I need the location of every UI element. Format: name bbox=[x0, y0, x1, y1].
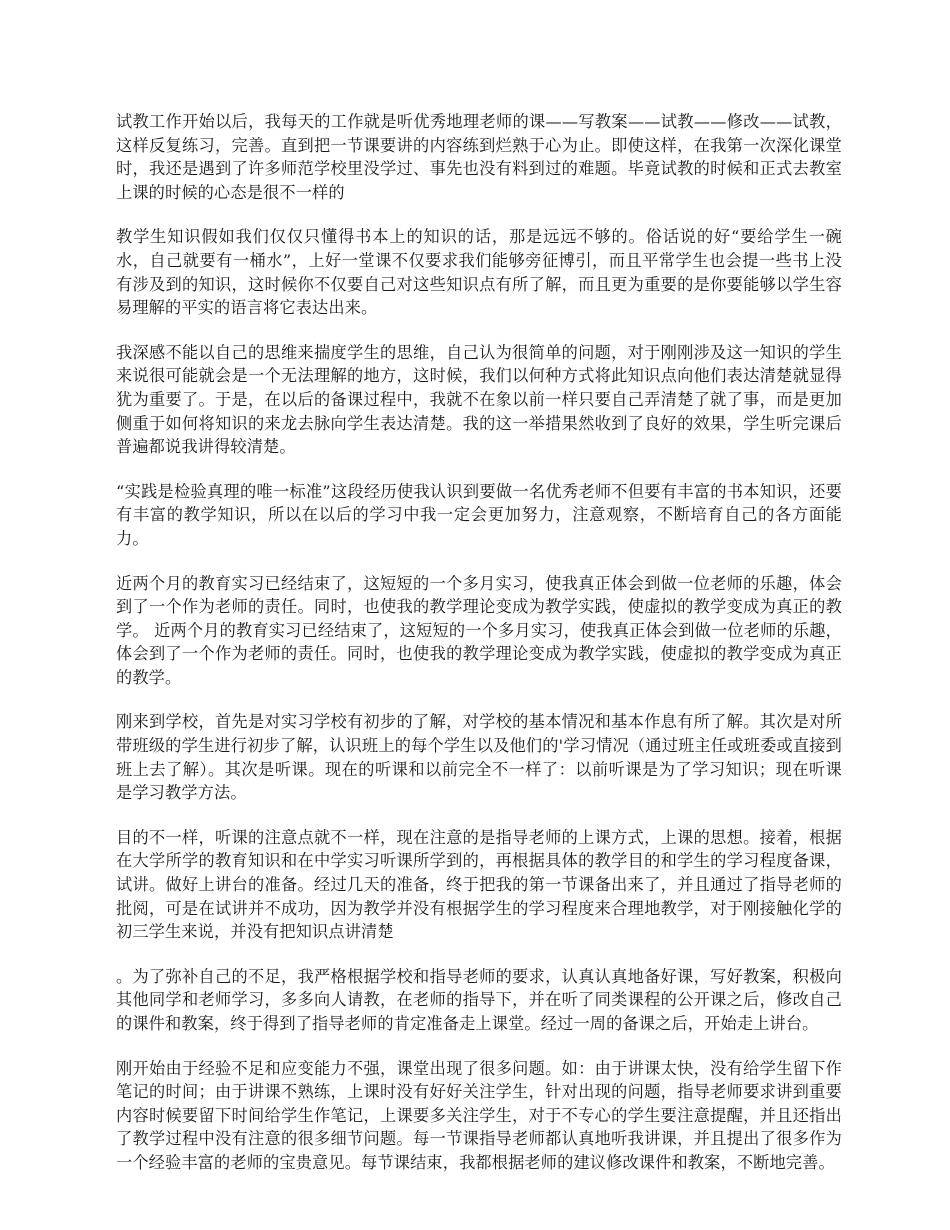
paragraph-3: 我深感不能以自己的思维来揣度学生的思维，自己认为很简单的问题，对于刚刚涉及这一知识的学生来说很可能就会是一个无法理解的地方，这时候，我们以何种方式将此知识点向他们表达清楚就显得犹为重要了。于是，在以后的备课过程中，我就不在象以前一样只要自己弄清楚了就了事，而是更加侧重于如何将知识的来龙去脉向学生表达清楚。我的这一举措果然收到了良好的效果，学生听完课后普遍都说我讲得较清楚。 bbox=[116, 342, 842, 457]
paragraph-5: 近两个月的教育实习已经结束了，这短短的一个多月实习，使我真正体会到做一位老师的乐趣，体会到了一个作为老师的责任。同时，也使我的教学理论变成为教学实践，使虚拟的教学变成为真正的教学。 近两个月的教育实习已经结束了，这短短的一个多月实习，使我真正体会到做一位老师的乐趣，体会到了一个作为老师的责任。同时，也使我的教学理论变成为教学实践，使虚拟的教学变成为真正的教学。 bbox=[116, 573, 842, 687]
paragraph-9: 刚开始由于经验不足和应变能力不强，课堂出现了很多问题。如：由于讲课太快，没有给学生留下作笔记的时间；由于讲课不熟练，上课时没有好好关注学生，针对出现的问题，指导老师要求讲到重要内容时候要留下时间给学生作笔记，上课要多关注学生，对于不专心的学生要注意提醒，并且还指出了教学过程中没有注意的很多细节问题。每一节课指导老师都认真地听我讲课，并且提出了很多作为一个经验丰富的老师的宝贵意见。每节课结束，我都根据老师的建议修改课件和教案，不断地完善。 bbox=[116, 1058, 842, 1172]
paragraph-6: 刚来到学校，首先是对实习学校有初步的了解，对学校的基本情况和基本作息有所了解。其次是对所带班级的学生进行初步了解，认识班上的每个学生以及他们的'学习情况（通过班主任或班委或直接到班上去了解）。其次是听课。现在的听课和以前完全不一样了：以前听课是为了学习知识；现在听课是学习教学方法。 bbox=[116, 712, 842, 803]
paragraph-7: 目的不一样，听课的注意点就不一样，现在注意的是指导老师的上课方式，上课的思想。接着，根据在大学所学的教育知识和在中学实习听课所学到的，再根据具体的教学目的和学生的学习程度备课，试讲。做好上讲台的准备。经过几天的准备，终于把我的第一节课备出来了，并且通过了指导老师的批阅，可是在试讲并不成功，因为教学并没有根据学生的学习程度来合理地教学，对于刚接触化学的初三学生来说，并没有把知识点讲清楚 bbox=[116, 827, 842, 942]
document-page bbox=[116, 110, 842, 1196]
paragraph-1: 试教工作开始以后，我每天的工作就是听优秀地理老师的课——写教案——试教——修改——试教，这样反复练习，完善。直到把一节课要讲的内容练到烂熟于心为止。即使这样，在我第一次深化课堂时，我还是遇到了许多师范学校里没学过、事先也没有料到过的难题。毕竟试教的时候和正式去教室上课的时候的心态是很不一样的 bbox=[116, 112, 842, 202]
paragraph-8: 。为了弥补自己的不足，我严格根据学校和指导老师的要求，认真认真地备好课，写好教案，积极向其他同学和老师学习，多多向人请教，在老师的指导下，并在听了同类课程的公开课之后，修改自己的课件和教案，终于得到了指导老师的肯定准备走上课堂。经过一周的备课之后，开始走上讲台。 bbox=[116, 966, 842, 1033]
paragraph-4: “实践是检验真理的唯一标准”这段经历使我认识到要做一名优秀老师不但要有丰富的书本知识，还要有丰富的教学知识，所以在以后的学习中我一定会更加努力，注意观察，不断培育自己的各方面能力。 bbox=[116, 481, 842, 548]
paragraph-2: 教学生知识假如我们仅仅只懂得书本上的知识的话，那是远远不够的。俗话说的好“要给学生一碗水，自己就要有一桶水”，上好一堂课不仅要求我们能够旁征博引，而且平常学生也会提一些书上没有涉及到的知识，这时候你不仅要自己对这些知识点有所了解，而且更为重要的是你要能够以学生容易理解的平实的语言将它表达出来。 bbox=[116, 227, 842, 318]
